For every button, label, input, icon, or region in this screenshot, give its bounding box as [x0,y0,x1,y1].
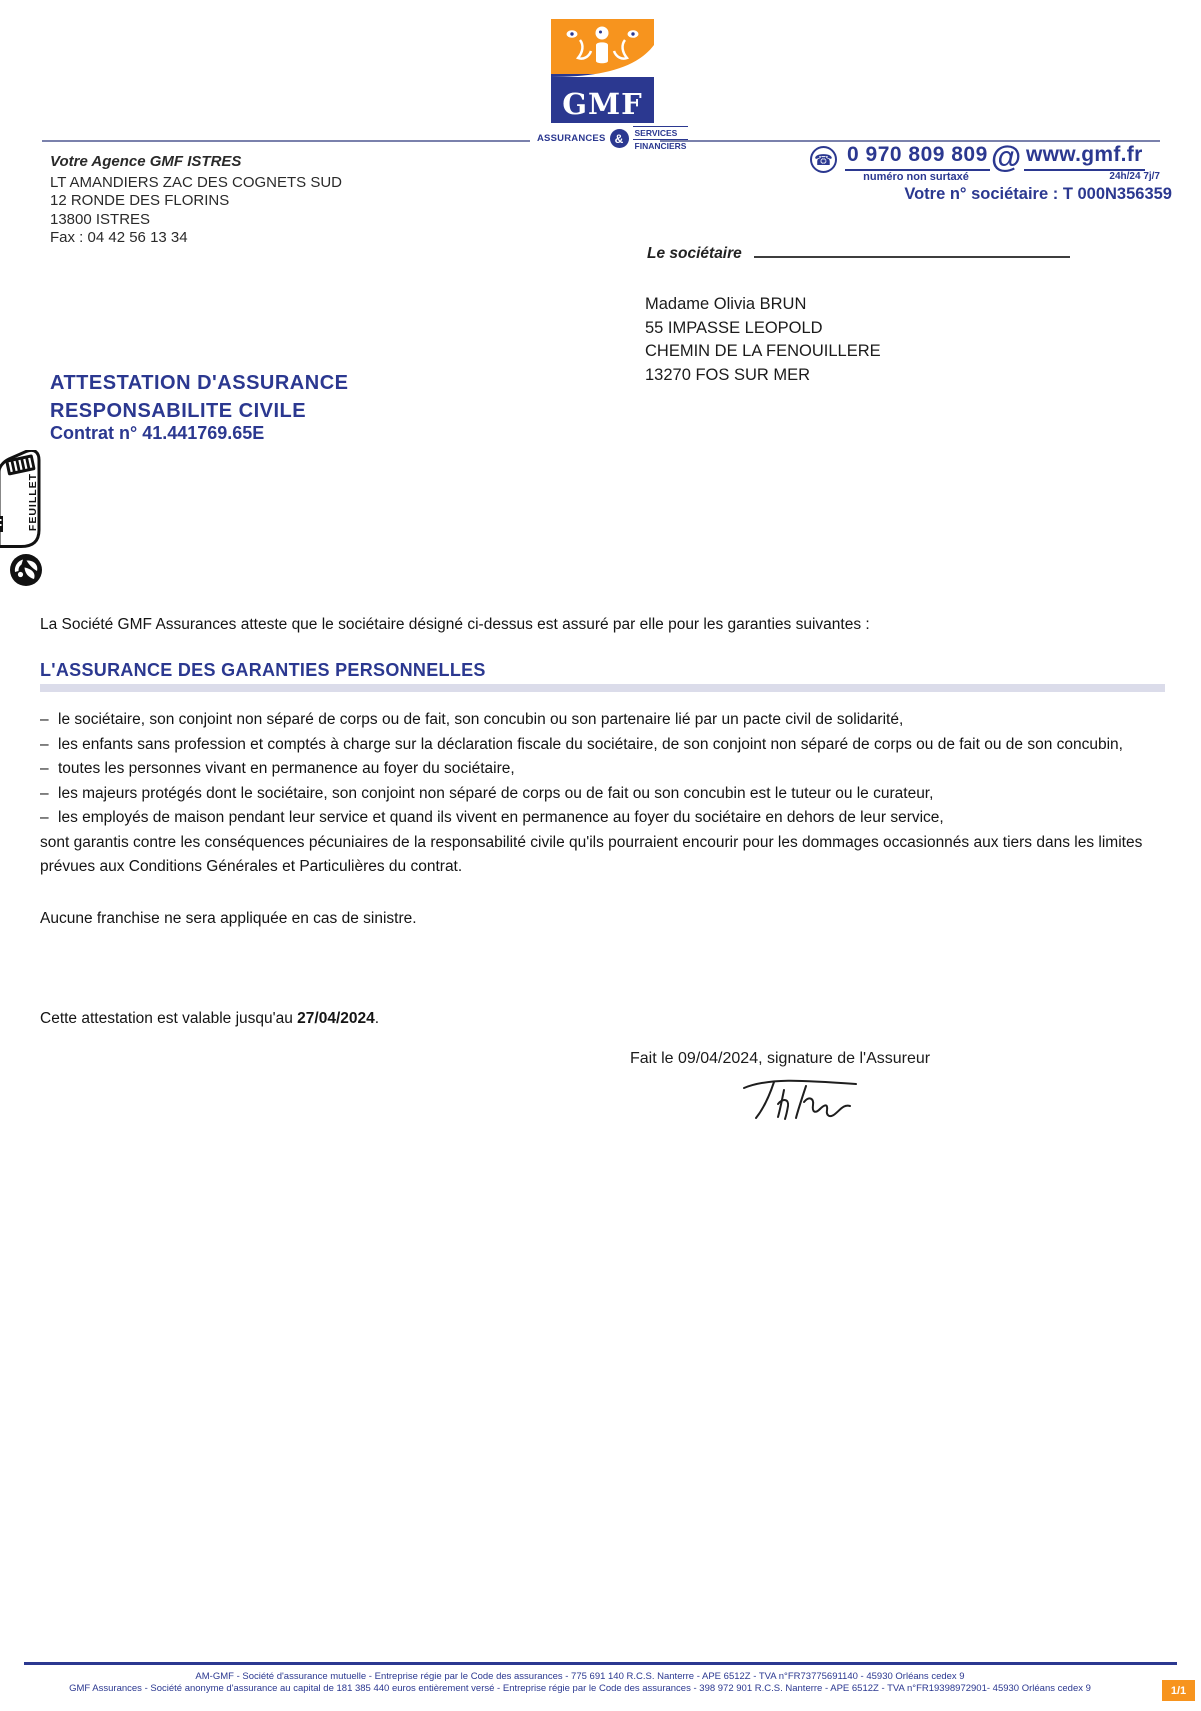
document-title-line1: ATTESTATION D'ASSURANCE [50,372,349,394]
validity-date: 27/04/2024 [297,1010,375,1027]
recipient-address-line1: 55 IMPASSE LEOPOLD [645,318,823,337]
signature-icon [740,1074,860,1122]
guarantees-list [40,708,1165,880]
recipient-rule [754,256,1070,258]
guarantee-item: – toutes les personnes vivant en permanence au foyer du sociétaire, [40,757,1165,782]
guarantee-item: – le sociétaire, son conjoint non séparé de corps ou de fait, son concubin ou son partenaire lié par un pacte civil de solidarité, [40,708,1165,733]
agency-title: Votre Agence GMF ISTRES [50,153,242,170]
at-icon: @ [991,139,1022,174]
header-rule-left [42,140,530,142]
gmf-logo [551,19,654,123]
header-rule-right [660,140,1160,142]
footer-legal-line2: GMF Assurances - Société anonyme d'assurance au capital de 181 385 440 euros entièrement versé - Entreprise régie par le Code des assurances - 398 972 901 R.C.S. Nanterre - APE 6512Z - TVA n°FR19398972901- 45930 Orléans cedex 9 [69,1683,1091,1694]
guarantee-item: – les employés de maison pendant leur service et quand ils vivent en permanence au foyer du sociétaire en dehors de leur service, [40,806,1165,831]
recipient-name: Madame Olivia BRUN [645,295,807,313]
agency-address-line2: 12 RONDE DES FLORINS [50,192,230,210]
recipient-address-line3: 13270 FOS SUR MER [645,365,811,384]
recipient-address-line2: CHEMIN DE LA FENOUILLERE [645,342,881,360]
agency-address-line1: LT AMANDIERS ZAC DES COGNETS SUD [50,174,342,192]
logo-caption-services [633,126,689,151]
feuillet-label: FEUILLET [27,472,39,532]
recipient-label: Le sociétaire [647,245,742,262]
logo-caption-services-bottom: FINANCIERS [634,141,687,151]
section-heading-bar [40,684,1165,692]
validity-prefix: Cette attestation est valable jusqu'au [40,1010,298,1027]
phone-glyph: ☎ [814,151,833,169]
guarantee-item: – les enfants sans profession et comptés à charge sur la déclaration fiscale du sociétaire, de son conjoint non séparé de corps ou de fait ou de son concubin, [40,733,1165,758]
gmf-logo-text: GMF [562,87,643,121]
intro-paragraph: La Société GMF Assurances atteste que le sociétaire désigné ci-dessus est assuré par elle pour les garanties suivantes : [40,616,870,633]
validity-line [40,1010,379,1028]
guarantee-item: – les majeurs protégés dont le sociétaire, son conjoint non séparé de corps ou de fait ou son concubin est le tuteur ou le curateur, [40,782,1165,807]
agency-fax: Fax : 04 42 56 13 34 [50,228,188,246]
document-title-line2: RESPONSABILITE CIVILE [50,400,307,422]
footer-rule [24,1662,1177,1665]
member-number: Votre n° sociétaire : T 000N356359 [904,185,1172,203]
logo-caption-services-top: SERVICES [633,127,689,140]
logo-caption [537,126,687,151]
phone-note: numéro non surtaxé [863,171,969,183]
agency-address-line3: 13800 ISTRES [50,210,151,228]
ampersand-icon: & [610,129,629,148]
page-indicator: 1/1 [1162,1680,1195,1701]
recycled-paper-icon [9,553,43,587]
recipient-address [645,293,881,387]
footer-legal-line1: AM-GMF - Société d'assurance mutuelle - Entreprise régie par le Code des assurances - 775 691 140 R.C.S. Nanterre - APE 6512Z - TVA n°FR73775691140 - 45930 Orléans cedex 9 [195,1671,965,1682]
website-link: www.gmf.fr [1024,143,1145,171]
franchise-note: Aucune franchise ne sera appliquée en cas de sinistre. [40,910,417,927]
logo-caption-assurances: ASSURANCES [537,133,606,144]
contract-number: Contrat n° 41.441769.65E [50,423,265,443]
signature-caption: Fait le 09/04/2024, signature de l'Assureur [630,1050,931,1067]
document-title [50,369,348,425]
phone-number: 0 970 809 809 [845,143,990,171]
section-heading: L'ASSURANCE DES GARANTIES PERSONNELLES [40,660,486,680]
validity-suffix: . [374,1010,380,1027]
feuillet-badge [0,450,44,548]
guarantees-conclusion: sont garantis contre les conséquences pécuniaires de la responsabilité civile qu'ils pourraient encourir pour les dommages occasionnés aux tiers dans les limites prévues aux Conditions Générales et Particulières du contrat. [40,833,1143,875]
website-note: 24h/24 7j/7 [1109,171,1160,182]
agency-block [50,153,342,247]
phone-icon [810,146,837,173]
